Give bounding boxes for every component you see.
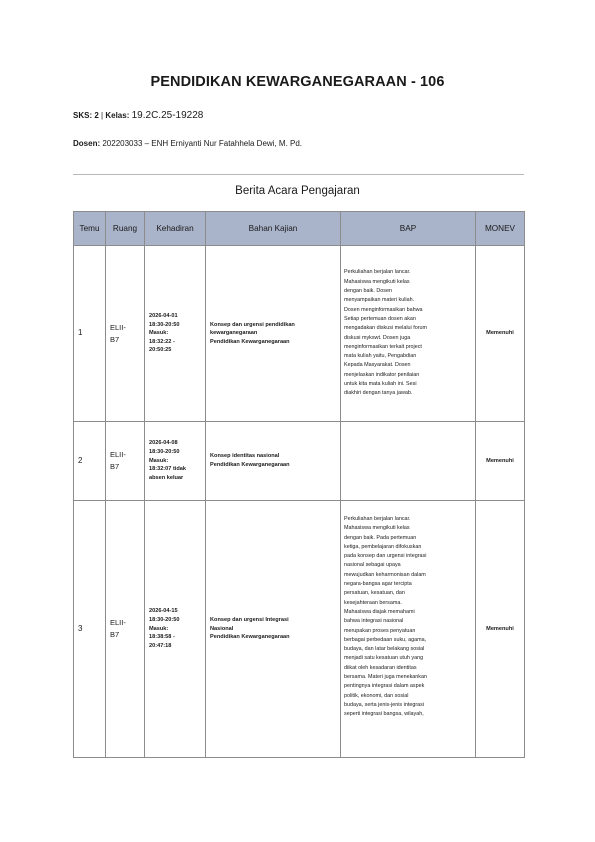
ruang-line: B7 [110, 630, 120, 639]
bap-line: budaya, serta jenis-jenis integrasi [344, 701, 425, 708]
kehadiran-line: 18:30-20:50 [149, 617, 180, 624]
ruang-line: ELII- [110, 322, 126, 332]
bap-line: ketiga, pembelajaran difokuskan [344, 543, 422, 550]
bap-line: kesejahteraan bersama. [344, 599, 402, 606]
bap-line: Mahasiswa mengikuti kelas [344, 278, 410, 285]
kehadiran-cell [145, 422, 206, 501]
dosen-value: 202203033 – ENH Erniyanti Nur Fatahhela Dewi, M. Pd. [102, 139, 303, 148]
ruang-line: B7 [110, 334, 120, 344]
bap-line: menjelaskan indikator penilaian [344, 371, 420, 378]
header-monev: MONEV [476, 212, 525, 246]
kehadiran-line: 20:50:25 [149, 347, 172, 354]
bap-line: pentingnya integrasi dalam aspek [344, 683, 425, 690]
bap-line: mengadakan diskusi melalui forum [344, 325, 427, 332]
header-ruang: Ruang [106, 212, 145, 246]
bap-line: bahwa integrasi nasional [344, 618, 404, 625]
kehadiran-line: 18:32:07 tidak [149, 466, 187, 473]
monev-cell: Memenuhi [476, 501, 525, 758]
kehadiran-line: 18:32:22 - [149, 338, 175, 345]
bap-line: seperti integrasi bangsa, wilayah, [344, 711, 424, 718]
kehadiran-line: 18:30-20:50 [149, 321, 180, 328]
header-temu: Temu [74, 212, 106, 246]
ruang-line: ELII- [110, 618, 126, 627]
monev-cell: Memenuhi [476, 422, 525, 501]
table-row [74, 501, 525, 758]
monev-cell: Memenuhi [476, 246, 525, 422]
bahan-line: Nasional [210, 625, 234, 632]
bap-line: Perkuliahan berjalan lancar. [344, 269, 411, 276]
teaching-report-table [73, 211, 525, 758]
kehadiran-line: 2026-04-08 [149, 440, 178, 447]
table-row [74, 246, 525, 422]
kehadiran-cell [145, 246, 206, 422]
bap-line: Dosen menginformasikan bahwa [344, 306, 423, 313]
kehadiran-cell [145, 501, 206, 758]
ruang-cell [106, 246, 145, 422]
bahan-line: kewarganegaraan [210, 330, 258, 337]
bahan-line: Konsep identitas nasional [210, 453, 280, 460]
ruang-cell [106, 422, 145, 501]
bap-line: politik, ekonomi, dan sosial [344, 692, 409, 699]
bap-line: budaya, dan latar belakang sosial [344, 646, 425, 653]
bahan-line: Pendidikan Kewarganegaraan [210, 462, 290, 468]
bahan-kajian-cell [206, 246, 341, 422]
bahan-line: Konsep dan urgensi Integrasi [210, 617, 289, 624]
bap-cell [341, 501, 476, 758]
bap-line: merupakan proses penyatuan [344, 627, 416, 634]
bahan-kajian-cell [206, 422, 341, 501]
kehadiran-line: 18:38:58 - [149, 634, 175, 641]
bap-line: negara-bangsa agar tercipta [344, 581, 412, 588]
bahan-kajian-cell [206, 501, 341, 758]
kehadiran-line: 20:47:18 [149, 642, 172, 649]
header-bahan-kajian: Bahan Kajian [206, 212, 341, 246]
ruang-line: B7 [110, 462, 120, 471]
bap-line: nasional sebagai upaya [344, 562, 401, 569]
header-bap: BAP [341, 212, 476, 246]
bap-line: menyampaikan materi kuliah. [344, 297, 415, 304]
section-divider [73, 174, 524, 175]
bap-line: berbagai perbedaan suku, agama, [344, 636, 427, 643]
temu-cell: 3 [74, 501, 106, 758]
bap-cell [341, 422, 476, 501]
kelas-label: Kelas: [105, 111, 130, 120]
bap-line: dengan baik. Pada pertemuan [344, 534, 417, 541]
kehadiran-line: Masuk: [149, 330, 169, 337]
ruang-cell [106, 501, 145, 758]
bap-line: bersama. Materi juga menekankan [344, 674, 427, 681]
bap-line: menginformasikan terkait project [344, 343, 422, 350]
bap-line: mata kuliah yaitu, Pengabdian [344, 353, 417, 360]
kelas-value: 19.2C.25-19228 [131, 110, 204, 121]
kehadiran-line: 2026-04-15 [149, 608, 178, 615]
header-kehadiran: Kehadiran [145, 212, 206, 246]
lecturer-line [73, 139, 302, 148]
kehadiran-line: Masuk: [149, 457, 169, 464]
bap-cell [341, 246, 476, 422]
bap-line: mewujudkan keharmonisan dalam [344, 571, 426, 578]
kehadiran-line: Masuk: [149, 625, 169, 632]
bap-line: diskusi mykswt. Dosen juga [344, 334, 411, 341]
kehadiran-line: 18:30-20:50 [149, 449, 180, 456]
temu-cell: 2 [74, 422, 106, 501]
bap-line: Perkuliahan berjalan lancar. [344, 516, 411, 522]
course-meta-line [73, 110, 203, 121]
kehadiran-line: 2026-04-01 [149, 312, 178, 319]
bap-line: Setiap pertemuan dosen akan [344, 315, 416, 322]
table-header-row [74, 212, 525, 246]
bap-line: menjadi satu kesatuan utuh yang [344, 655, 424, 662]
bap-line: dengan baik. Dosen [344, 288, 392, 295]
bap-line: untuk kita mata kuliah ini. Sesi [344, 380, 417, 387]
bap-line: Mahasiswa diajak memahami [344, 608, 415, 615]
temu-cell: 1 [74, 246, 106, 422]
ruang-line: ELII- [110, 450, 126, 459]
bap-line: diikat oleh kesadaran identitas [344, 664, 417, 671]
bap-line: persatuan, kesatuan, dan [344, 590, 405, 597]
sks-label: SKS: [73, 111, 93, 120]
bap-line: Mahasiswa mengikuti kelas [344, 525, 410, 532]
section-title: Berita Acara Pengajaran [235, 185, 360, 197]
table-row [74, 422, 525, 501]
bap-line: pada konsep dan urgensi integrasi [344, 553, 427, 560]
bap-line: Kepada Masyarakat. Dosen [344, 362, 411, 369]
course-title: PENDIDIKAN KEWARGANEGARAAN - 106 [150, 74, 445, 90]
sks-value: 2 [94, 111, 99, 120]
bahan-line: Konsep dan urgensi pendidikan [210, 321, 295, 328]
kehadiran-line: absen keluar [149, 474, 184, 481]
meta-separator: | [101, 111, 104, 120]
bahan-line: Pendidikan Kewarganegaraan [210, 338, 290, 345]
bap-line: diakhiri dengan tanya jawab. [344, 390, 413, 397]
dosen-label: Dosen: [73, 139, 101, 148]
bahan-line: Pendidikan Kewarganegaraan [210, 634, 290, 641]
